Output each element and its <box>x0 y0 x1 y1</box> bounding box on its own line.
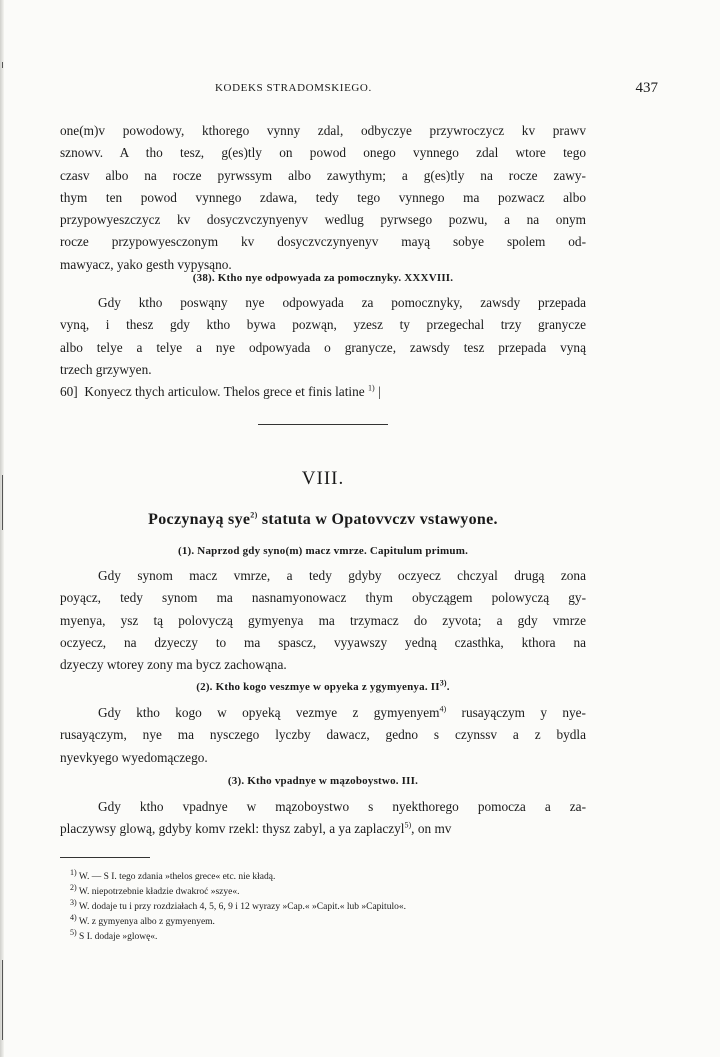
text-line: Gdy ktho vpadnye w mązoboystwo s nyekthorego pomocza a za- <box>98 799 586 814</box>
footnote-mark: 3) <box>70 897 77 907</box>
page-break-bar: | <box>377 384 381 400</box>
edge-mark <box>2 475 3 530</box>
footnote-mark: 2) <box>70 882 77 892</box>
paragraph-s2 <box>60 702 586 769</box>
text-line: albo telye a telye a nye odpowyada o granycze, zawsdy tesz przepada vyną <box>60 339 586 355</box>
line-marker: 60] <box>60 384 78 400</box>
footnote-mark: 5) <box>70 927 77 937</box>
footnote <box>70 912 590 930</box>
section-title-rest: statuta w Opatovvczv vstawyone. <box>261 511 498 528</box>
footnote-text: S I. dodaje »glowę«. <box>79 932 158 942</box>
text-line: rocze przypowyesczonym kv dosyczvczynyenyv mayą sobye spolem od- <box>60 234 586 250</box>
text-line: thym ten powod vynnego zdawa, tedy tego vynnego ma pozwacz albo <box>60 189 586 205</box>
paragraph-continued <box>60 120 586 276</box>
footnote <box>70 927 590 945</box>
footnote <box>70 882 590 900</box>
page-number: 437 <box>635 80 658 96</box>
section-number: VIII. <box>301 468 345 489</box>
text-fragment: rusayączym y nye- <box>461 705 586 720</box>
text-line: oczyecz, na dzyeczy to ma spascz, vyyawszy yedną czasthka, kthora na <box>60 634 586 650</box>
footnotes <box>70 867 590 945</box>
page-header <box>60 82 660 102</box>
running-head: KODEKS STRADOMSKIEGO. <box>215 82 372 94</box>
rubric-2 <box>60 678 586 693</box>
footnote-text: W. dodaje tu i przy rozdziałach 4, 5, 6, 9 i 12 wyrazy »Cap.« »Capit.« lub »Capitulo«. <box>78 902 406 912</box>
paragraph-s1 <box>60 565 586 676</box>
footnote-text: W. niepotrzebnie kładzie dwakroć »szye«. <box>78 887 240 897</box>
text-line: Gdy ktho poswąny nye odpowyada za pomocznyky, zawsdy przepada <box>98 295 586 310</box>
edge-mark <box>2 62 3 68</box>
text-line: dzyeczy wtorey zony ma bycz zachowąna. <box>60 657 287 673</box>
rubric-38: (38). Ktho nye odpowyada za pomocznyky. XXXVIII. <box>192 272 454 284</box>
footnote <box>70 897 590 915</box>
paragraph-38 <box>60 292 586 403</box>
text-line: czasv albo na rocze pyrwssym albo zawythym; a g(es)tly na rocze zawy- <box>60 167 586 183</box>
text-line: one(m)v powodowy, kthorego vynny zdal, odbyczye przywroczycz kv prawv <box>60 123 586 138</box>
text-line: rusayączym, nye ma nysczego lyczby dawacz, gedno s czynssv a z bydla <box>60 727 586 743</box>
text-fragment: Gdy ktho kogo w opyeką vezmye z gymyenyem <box>98 705 440 720</box>
text-line: Gdy synom macz vmrze, a tedy gdyby oczyecz chczyal drugą zona <box>98 568 586 583</box>
edge-mark <box>2 960 3 1040</box>
section-title <box>60 511 586 529</box>
footnote-ref: 4) <box>439 704 447 714</box>
closing-text: Konyecz thych articulow. Thelos grece et finis latine <box>84 384 365 400</box>
footnote-ref: 5) <box>404 820 412 830</box>
footnote-mark: 1) <box>70 867 77 877</box>
footnote-rule <box>60 857 150 858</box>
text-line <box>60 818 586 840</box>
rubric-end: . <box>446 681 450 693</box>
footnote-mark: 4) <box>70 912 77 922</box>
footnote <box>70 867 590 885</box>
text-fragment: placzywsy glową, gdyby komv rzekl: thysz zabyl, a ya zaplaczyl <box>60 821 405 837</box>
paragraph-s3 <box>60 796 586 841</box>
text-line: mawyacz, yako gesth vypysąno. <box>60 256 232 272</box>
footnote-text: W. z gymyenya albo z gymyenyem. <box>78 917 215 927</box>
text-line: trzech grzywyen. <box>60 361 152 377</box>
rubric-1: (1). Naprzod gdy syno(m) macz vmrze. Capitulum primum. <box>177 545 469 557</box>
text-fragment: , on mv <box>411 821 452 837</box>
closing-line <box>60 381 586 403</box>
rubric-text: (2). Ktho kogo veszmye w opyeka z ygymyenya. II <box>196 681 440 693</box>
text-line: poyącz, tedy synom ma nasnamyonowacz thym obyczągem polowyczą gy- <box>60 590 586 606</box>
text-line: vyną, i thesz gdy ktho bywa pozwąn, yzesz ty przegechal trzy granycze <box>60 317 586 333</box>
text-line: przypowyeszczycz kv dosyczvczynyenyv wedlug pyrwsego pozwu, a na onym <box>60 212 586 228</box>
text-line: sznowv. A tho tesz, g(es)tly on powod onego vynnego zdal wtore tego <box>60 145 586 161</box>
section-title-text: Poczynayą sye <box>148 511 251 528</box>
text-line: myenya, ysz tą polovyczą gymyenya ma trzymacz do zyvota; a gdy vmrze <box>60 612 586 628</box>
footnote-text: W. — S I. tego zdania »thelos grece« etc. nie kładą. <box>78 872 276 882</box>
footnote-ref: 1) <box>367 383 375 393</box>
text-line <box>60 702 586 724</box>
rubric-3: (3). Ktho vpadnye w mązoboystwo. III. <box>227 775 419 787</box>
footnote-ref: 2) <box>250 510 258 520</box>
footnote-ref: 3) <box>439 678 447 688</box>
text-line: nyevkyego wyedomączego. <box>60 749 208 765</box>
section-divider <box>258 424 388 425</box>
